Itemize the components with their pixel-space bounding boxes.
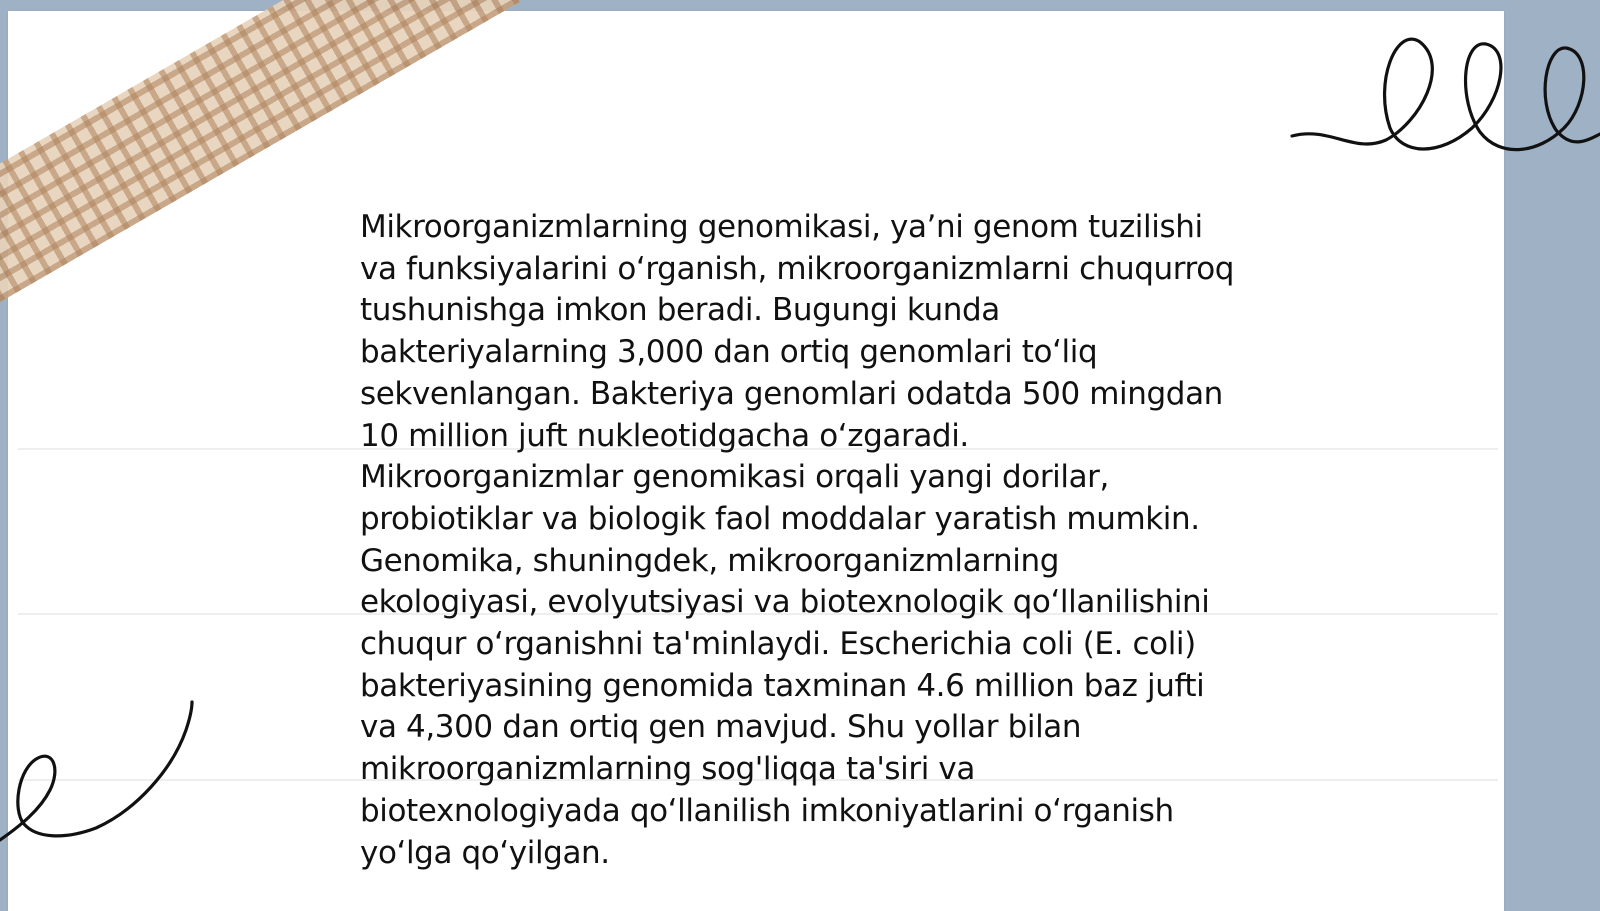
loop-scribble-bottom-left-icon [0, 700, 200, 850]
loop-scribble-top-right-icon [1290, 30, 1600, 170]
body-paragraph: Mikroorganizmlarning genomikasi, ya’ni genom tuzilishi va funksiyalarini oʻrganish, mikroorganizmlarni chuqurroq tushunishga imkon beradi. Bugungi kunda bakteriyalarning 3,000 dan ortiq genomlari toʻliq sekvenlangan. Bakteriya genomlari odatda 500 mingdan 10 million juft nukleotidgacha oʻzgaradi. Mikroorganizmlar genomikasi orqali yangi dorilar, probiotiklar va biologik faol moddalar yaratish mumkin. Genomika, shuningdek, mikroorganizmlarning ekologiyasi, evolyutsiyasi va biotexnologik qoʻllanilishini chuqur oʻrganishni ta'minlaydi. Escherichia coli (E. coli) bakteriyasining genomida taxminan 4.6 million baz jufti va 4,300 dan ortiq gen mavjud. Shu yollar bilan mikroorganizmlarning sog'liqqa ta'siri va biotexnologiyada qoʻllanilish imkoniyatlarini oʻrganish yoʻlga qoʻyilgan. [360, 209, 1235, 871]
